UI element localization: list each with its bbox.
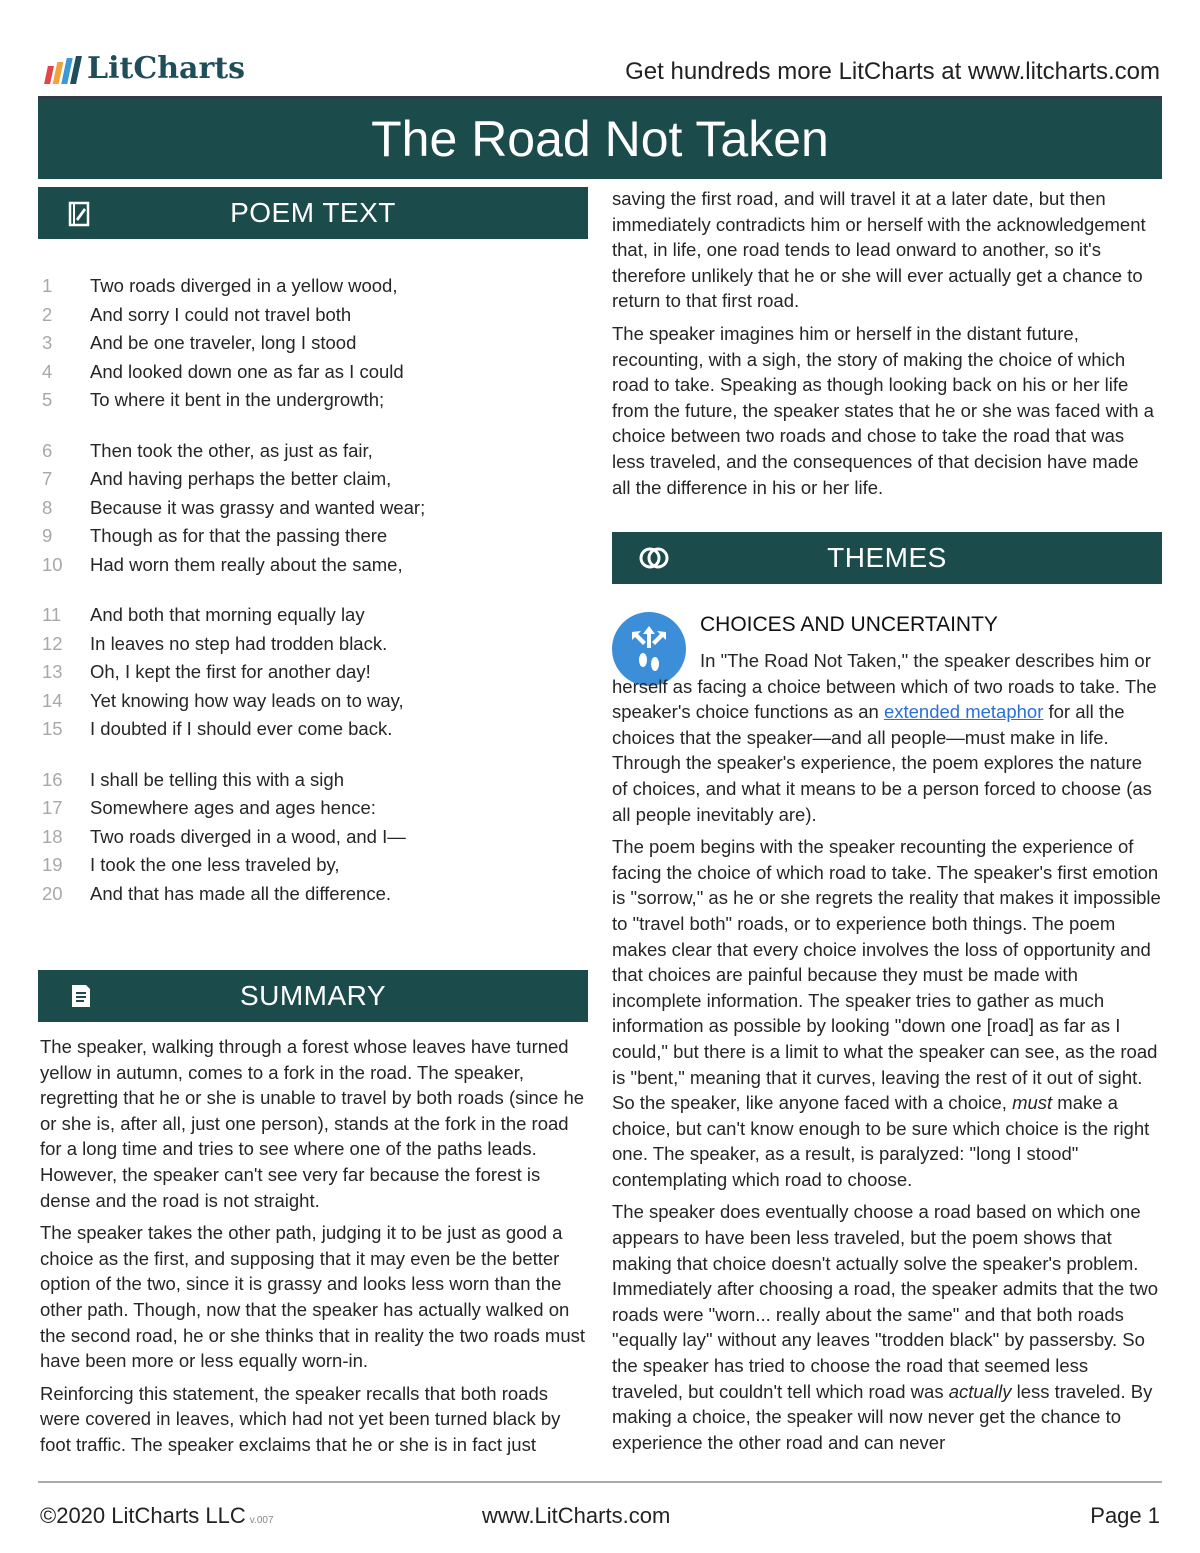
line-number: 11 xyxy=(42,604,62,625)
line-number: 6 xyxy=(42,439,53,461)
poem-stanza xyxy=(38,766,588,909)
summary-paragraph: saving the first road, and will travel it at a later date, but then immediately contradicts him or herself with the acknowledgement that, in life, one road tends to lead onward to another, so it's therefore unlikely that he or she will ever actually get a chance to return to that first road. xyxy=(612,188,1146,312)
line-text: In leaves no step had trodden black. xyxy=(90,632,388,654)
line-number: 7 xyxy=(42,468,53,489)
poem-text xyxy=(38,272,588,930)
poem-line xyxy=(38,358,588,387)
footer-copyright: ©2020 LitCharts LLC v.007 xyxy=(40,1503,274,1528)
poem-line xyxy=(38,630,588,659)
line-text: Though as for that the passing there xyxy=(90,525,388,546)
line-text: And both that morning equally lay xyxy=(90,604,365,625)
footer-divider xyxy=(38,1481,1162,1483)
poem-line xyxy=(38,465,588,494)
line-number: 19 xyxy=(42,854,63,875)
line-text: Somewhere ages and ages hence: xyxy=(90,797,376,818)
line-text: And that has made all the difference. xyxy=(90,882,391,904)
summary-paragraph: The speaker, walking through a forest whose leaves have turned yellow in autumn, comes to a fork in the road. The speaker, regretting that he or she is unable to travel by both roads (since he or she is, after all, just one person), stands at the fork in the road for a long time and tries to see where one of the paths leads. However, the speaker can't see very far because the forest is dense and the road is not straight. xyxy=(40,1036,585,1211)
line-text: And having perhaps the better claim, xyxy=(90,468,392,489)
section-title: SUMMARY xyxy=(239,980,387,1011)
line-number: 13 xyxy=(42,661,63,682)
section-title: THEMES xyxy=(827,542,947,573)
poem-stanza xyxy=(38,272,588,415)
line-text: Two roads diverged in a yellow wood, xyxy=(90,275,398,296)
poem-line xyxy=(38,437,588,466)
extended-metaphor-link[interactable]: extended metaphor xyxy=(883,701,1044,723)
line-number: 9 xyxy=(42,525,53,546)
theme-paragraph: The poem begins with the speaker recounting the experience of facing the choice of which road to take. The speaker's first emotion is "sorrow," as he or she regrets the reality that makes it impossible to "travel both" roads, or to experience both things. The poem makes clear that every choice involves the loss of opportunity and that choices are painful because they must be made with incomplete information. The speaker tries to gather as much information as possible by looking "down one [road] as far as I could," but there is a limit to what the speaker can see, as the road is "bent," meaning that it curves, leaving the rest of it out of sight. So the speaker, like anyone faced with a choice, must make a choice, but can't know enough to be sure which choice is the right one. The speaker, as a result, is paralyzed: "long I stood" contemplating which road to choose. xyxy=(612,836,1161,1190)
line-text: To where it bent in the undergrowth; xyxy=(90,389,385,410)
line-number: 4 xyxy=(42,360,53,382)
litcharts-logo[interactable] xyxy=(46,51,246,86)
poem-line xyxy=(38,794,588,823)
poem-line xyxy=(38,687,588,716)
page-title: The Road Not Taken xyxy=(38,99,1162,179)
line-text: I took the one less traveled by, xyxy=(90,854,340,875)
line-text: Two roads diverged in a wood, and I— xyxy=(90,825,406,847)
poem-line xyxy=(38,301,588,330)
line-text: Oh, I kept the first for another day! xyxy=(90,661,371,682)
section-summary xyxy=(38,970,588,1022)
line-text: I shall be telling this with a sigh xyxy=(90,768,344,790)
version-label: v.007 xyxy=(249,1515,274,1526)
line-text: Because it was grassy and wanted wear; xyxy=(90,496,426,518)
line-number: 8 xyxy=(42,496,53,518)
line-number: 18 xyxy=(42,825,63,847)
logo-bars-icon xyxy=(46,56,79,84)
line-number: 17 xyxy=(42,797,63,818)
logo-text: LitCharts xyxy=(87,51,246,86)
promo-link[interactable]: Get hundreds more LitCharts at www.litcharts.com xyxy=(625,58,1160,85)
summary-paragraph: Reinforcing this statement, the speaker recalls that both roads were covered in leaves, which had not yet been turned black by foot traffic. The speaker exclaims that he or she is in fact just xyxy=(40,1382,561,1455)
line-number: 3 xyxy=(42,332,53,353)
poem-line xyxy=(38,823,588,852)
line-text: Yet knowing how way leads on to way, xyxy=(90,689,404,711)
poem-line xyxy=(38,494,588,523)
line-number: 12 xyxy=(42,632,63,654)
poem-stanza xyxy=(38,437,588,580)
line-number: 1 xyxy=(42,275,53,296)
line-text: And looked down one as far as I could xyxy=(90,360,404,382)
theme-paragraph: In "The Road Not Taken," the speaker describes him or herself as facing a choice between which of two roads to take. The speaker's choice functions as an extended metaphor for all the choices that the speaker—and all people—must make in life. Through the speaker's experience, the poem explores the nature of choices, and what it means to be a person forced to choose (as all people inevitably are). xyxy=(612,650,1157,825)
poem-line xyxy=(38,851,588,880)
poem-stanza xyxy=(38,601,588,744)
summary-text-right xyxy=(612,186,1162,507)
line-number: 10 xyxy=(42,553,63,575)
line-text: And sorry I could not travel both xyxy=(90,303,352,325)
poem-line xyxy=(38,880,588,909)
line-text: And be one traveler, long I stood xyxy=(90,332,357,353)
footer-site-link[interactable]: www.LitCharts.com xyxy=(482,1503,671,1528)
poem-line xyxy=(38,658,588,687)
poem-line xyxy=(38,386,588,415)
section-themes xyxy=(612,532,1162,584)
line-text: Had worn them really about the same, xyxy=(90,553,403,575)
poem-line xyxy=(38,329,588,358)
poem-line xyxy=(38,601,588,630)
line-text: Then took the other, as just as fair, xyxy=(90,439,373,461)
theme-heading: CHOICES AND UNCERTAINTY xyxy=(700,613,998,636)
summary-paragraph: The speaker imagines him or herself in the distant future, recounting, with a sigh, the story of making the choice of which road to take. Speaking as though looking back on his or her life from the future, the speaker states that he or she was faced with a choice between two roads and chose to take the road that was less traveled, and the consequences of that decision have made all the difference in his or her life. xyxy=(612,322,1154,498)
poem-line xyxy=(38,766,588,795)
page-header xyxy=(38,48,1162,96)
line-number: 14 xyxy=(42,689,63,711)
line-text: I doubted if I should ever come back. xyxy=(90,718,393,739)
line-number: 2 xyxy=(42,303,53,325)
poem-line xyxy=(38,522,588,551)
line-number: 15 xyxy=(42,718,63,739)
line-number: 20 xyxy=(42,882,63,904)
summary-paragraph: The speaker takes the other path, judging it to be just as good a choice as the first, and supposing that it may even be the better option of the two, since it is grassy and looks less worn than the other path. Though, now that the speaker has actually walked on the second road, he or she thinks that in reality the two roads must have been more or less equally worn-in. xyxy=(40,1222,586,1372)
theme-paragraph: The speaker does eventually choose a road based on which one appears to have been less traveled, but the poem shows that making that choice doesn't actually solve the speaker's problem. Immediately after choosing a road, the speaker admits that the two roads were "worn... really about the same" and that both roads "equally lay" without any leaves "trodden black" by passersby. So the speaker has tried to choose the road that seemed less traveled, but couldn't tell which road was actually less traveled. By making a choice, the speaker will now never get the chance to experience the other road and can never xyxy=(612,1201,1159,1453)
line-number: 16 xyxy=(42,768,63,790)
line-number: 5 xyxy=(42,389,53,410)
section-poem-text xyxy=(38,187,588,239)
poem-line xyxy=(38,551,588,580)
poem-line xyxy=(38,272,588,301)
summary-text-left xyxy=(40,1034,588,1465)
page-number: Page 1 xyxy=(1090,1503,1160,1528)
theme-text xyxy=(612,648,1162,1462)
section-title: POEM TEXT xyxy=(230,197,396,228)
poem-line xyxy=(38,715,588,744)
